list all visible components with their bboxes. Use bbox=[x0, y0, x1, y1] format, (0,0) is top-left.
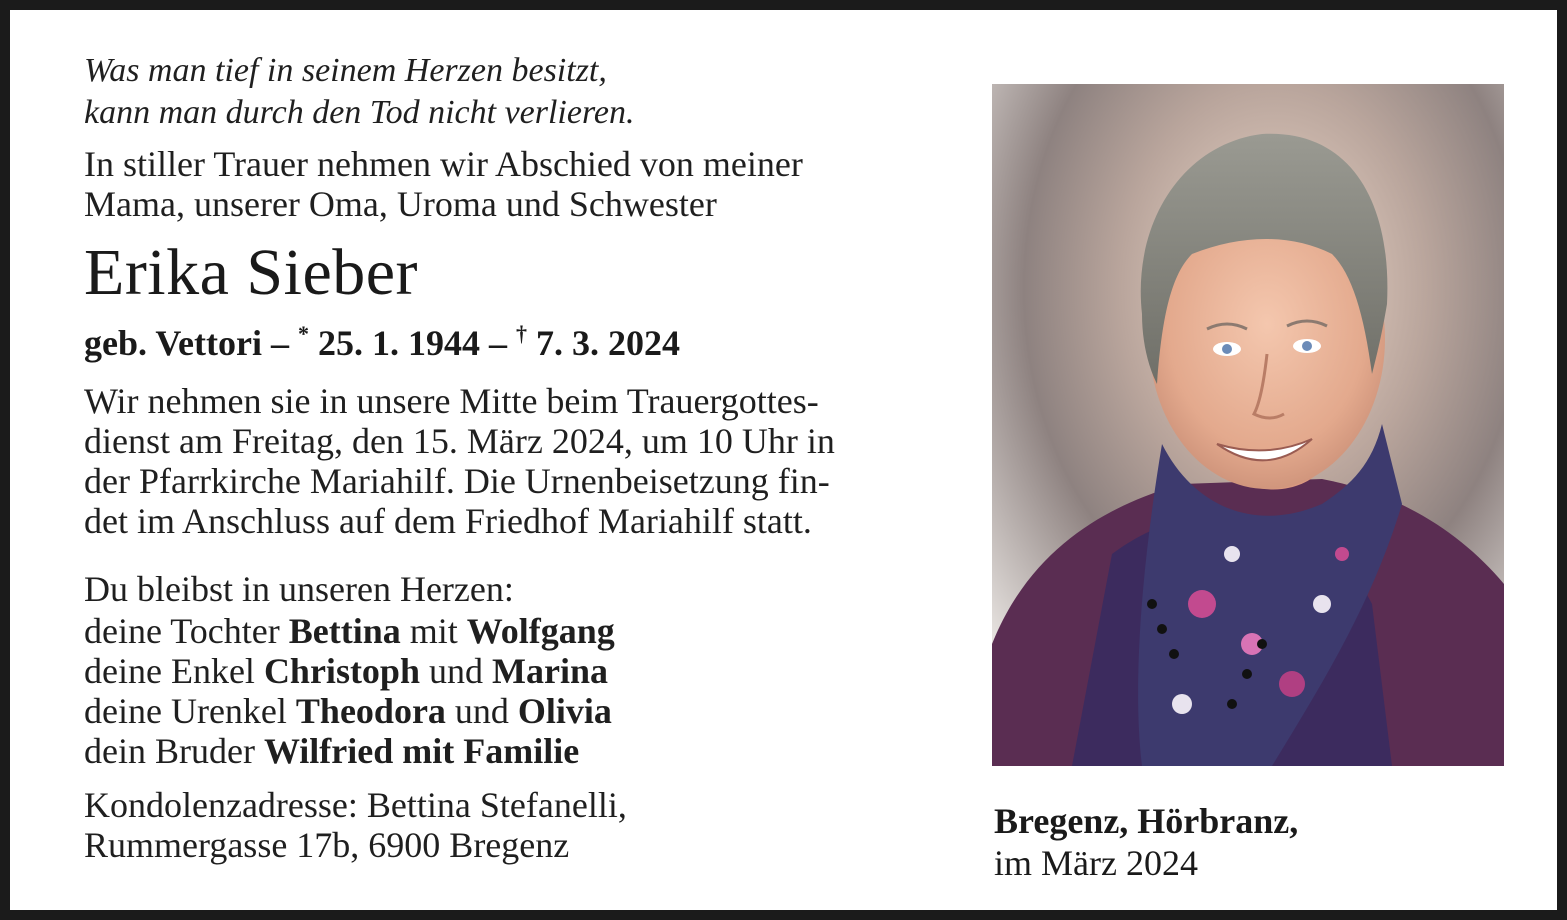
mourner-row bbox=[84, 611, 964, 651]
place-and-date bbox=[994, 800, 1514, 884]
maiden-name: geb. Vettori bbox=[84, 323, 262, 363]
service-line: dienst am Freitag, den 15. März 2024, um 10 Uhr in bbox=[84, 421, 835, 461]
mourner-name: Bettina bbox=[288, 611, 401, 651]
date-line: im März 2024 bbox=[994, 843, 1198, 883]
relation-label: deine Enkel bbox=[84, 651, 264, 691]
condolence-line: Kondolenzadresse: Bettina Stefanelli, bbox=[84, 785, 627, 825]
connector: und bbox=[445, 691, 518, 731]
service-line: det im Anschluss auf dem Friedhof Mariahilf statt. bbox=[84, 501, 812, 541]
mourners-list bbox=[84, 569, 964, 771]
birth-date: 25. 1. 1944 bbox=[308, 323, 480, 363]
mourner-name: Olivia bbox=[517, 691, 612, 731]
mourner-name: Marina bbox=[491, 651, 608, 691]
condolence-line: Rummergasse 17b, 6900 Bregenz bbox=[84, 825, 570, 865]
mourner-name: Wilfried mit Familie bbox=[263, 731, 580, 771]
connector: und bbox=[419, 651, 492, 691]
connector: mit bbox=[400, 611, 467, 651]
portrait-illustration bbox=[992, 84, 1504, 766]
death-date: 7. 3. 2024 bbox=[526, 323, 680, 363]
mourners-heading: Du bleibst in unseren Herzen: bbox=[84, 569, 514, 609]
birth-death-line bbox=[84, 314, 964, 363]
mourner-row bbox=[84, 731, 964, 771]
birth-symbol: * bbox=[297, 321, 309, 346]
death-symbol: † bbox=[515, 321, 527, 346]
mourner-row bbox=[84, 651, 964, 691]
separator: – bbox=[261, 323, 298, 363]
relation-label: deine Tochter bbox=[84, 611, 289, 651]
intro-line: Mama, unserer Oma, Uroma und Schwester bbox=[84, 184, 717, 224]
condolence-address bbox=[84, 785, 964, 865]
service-info bbox=[84, 381, 964, 541]
mourner-row bbox=[84, 691, 964, 731]
service-line: der Pfarrkirche Mariahilf. Die Urnenbeisetzung fin- bbox=[84, 461, 830, 501]
motto-quote bbox=[84, 50, 964, 134]
motto-line: Was man tief in seinem Herzen besitzt, bbox=[84, 52, 607, 89]
place-line: Bregenz, Hörbranz, bbox=[994, 801, 1299, 841]
service-line: Wir nehmen sie in unsere Mitte beim Trauergottes- bbox=[84, 381, 819, 421]
mourner-name: Wolfgang bbox=[466, 611, 615, 651]
deceased-name: Erika Sieber bbox=[84, 236, 419, 309]
text-column bbox=[84, 50, 964, 865]
relation-label: dein Bruder bbox=[84, 731, 264, 771]
mourner-name: Theodora bbox=[295, 691, 446, 731]
relation-label: deine Urenkel bbox=[84, 691, 296, 731]
separator: – bbox=[479, 323, 516, 363]
motto-line: kann man durch den Tod nicht verlieren. bbox=[84, 94, 635, 131]
intro-text bbox=[84, 144, 964, 224]
intro-line: In stiller Trauer nehmen wir Abschied von meiner bbox=[84, 144, 803, 184]
mourner-name: Christoph bbox=[263, 651, 420, 691]
portrait-photo bbox=[992, 84, 1504, 766]
